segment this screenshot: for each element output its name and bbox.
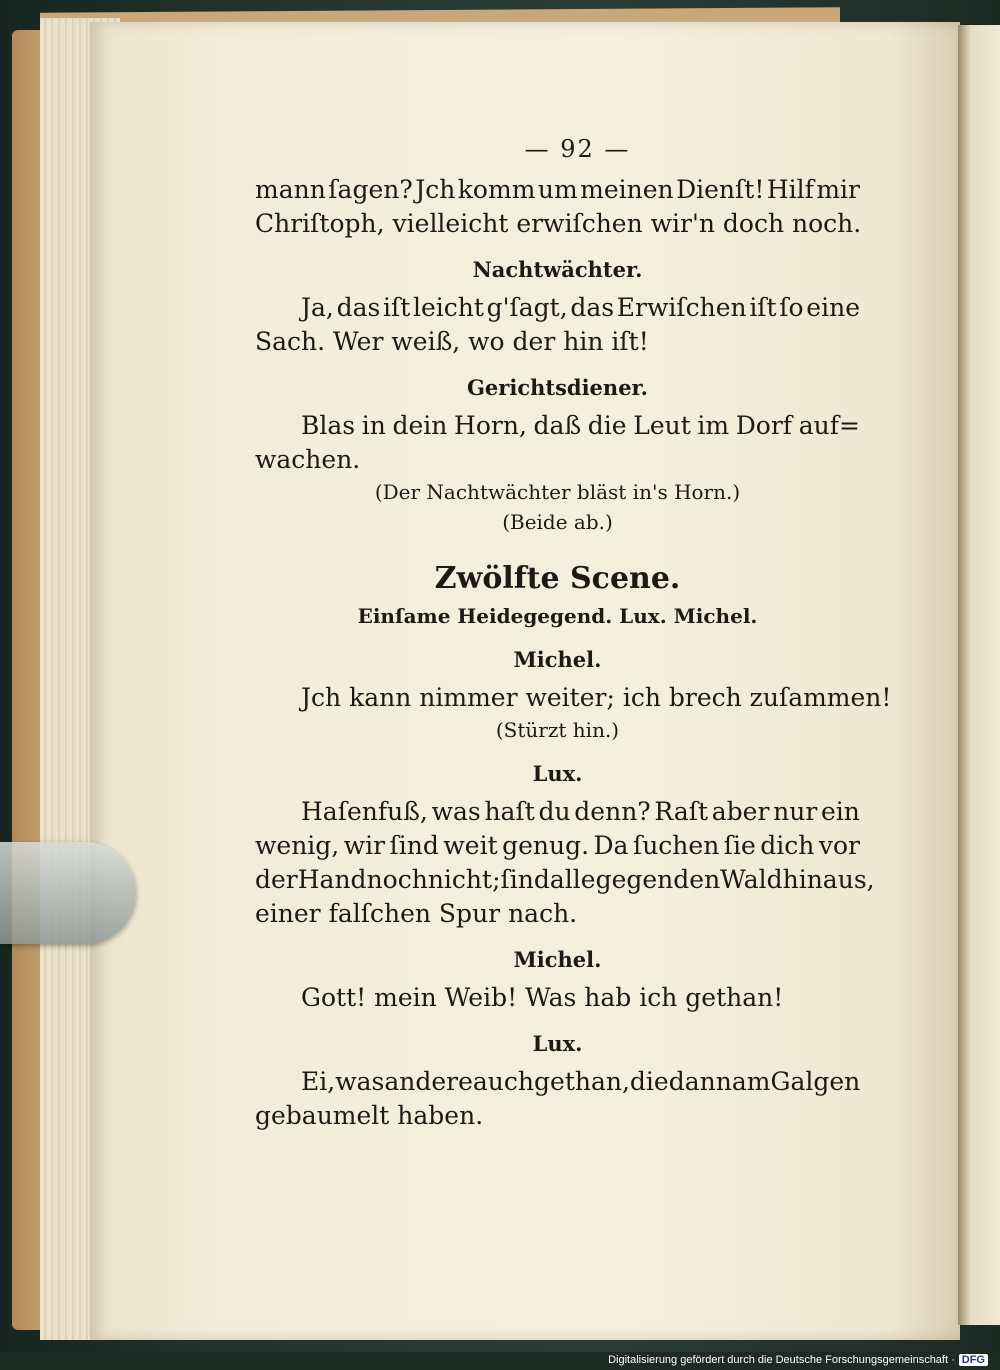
facing-page-edge [958,25,1000,1325]
text-line: Sach. Wer weiß, wo der hin iſt! [255,327,649,356]
speaker-name: Michel. [513,947,602,972]
speaker-name: Nachtwächter. [472,257,643,282]
text-line: wenig, wir ſind weit genug. Da ſuchen ſie dich vor [255,831,860,860]
funding-text: Digitalisierung gefördert durch die Deutsche Forschungsgemeinschaft · [608,1354,955,1366]
paragraph [255,795,875,931]
paragraph [255,1065,860,1133]
text-line: Chriſtoph, vielleicht erwiſchen wir'n doch noch. [255,209,862,238]
text-line: Jch kann nimmer weiter; ich brech zuſammen! [301,683,892,712]
paragraph [255,981,860,1015]
stage-direction: (Beide ab.) [502,510,613,534]
text-line: Haſenfuß, was haſt du denn? Raſt aber nur ein [301,797,860,826]
paragraph [255,681,892,715]
text-line: wachen. [255,445,361,474]
scene-heading: Zwölfte Scene. [434,561,681,596]
paragraph [255,291,860,359]
speaker-name: Gerichtsdiener. [466,375,648,400]
stage-direction: (Der Nachtwächter bläst in's Horn.) [374,480,741,504]
paragraph [255,409,860,477]
page-number: — 92 — [524,135,631,163]
paragraph [255,173,860,241]
text-line: Ja, das iſt leicht g'ſagt, das Erwiſchen iſt ſo eine [301,293,860,322]
text-line: der Hand noch nicht; ſind alle gegen den Wald hinaus, [255,865,875,894]
text-line: mann ſagen? Jch komm um meinen Dienſt! Hilf mir [255,175,860,204]
text-line: gebaumelt haben. [255,1101,484,1130]
page-holder-clip [0,842,136,944]
text-line: einer falſchen Spur nach. [255,899,578,928]
speaker-name: Lux. [532,1031,583,1056]
dfg-logo: DFG [959,1354,988,1366]
scene-setting: Einſame Heidegegend. Lux. Michel. [357,604,758,628]
text-line: Gott! mein Weib! Was hab ich gethan! [301,983,784,1012]
speaker-name: Lux. [532,761,583,786]
text-line: Blas in dein Horn, daß die Leut im Dorf auf= [301,411,860,440]
speaker-name: Michel. [513,647,602,672]
text-line: Ei, was andere auch gethan, die dann am Galgen [301,1067,861,1096]
stage-direction: (Stürzt hin.) [495,718,620,742]
funding-credit [608,1354,988,1366]
page-content [255,135,892,1133]
